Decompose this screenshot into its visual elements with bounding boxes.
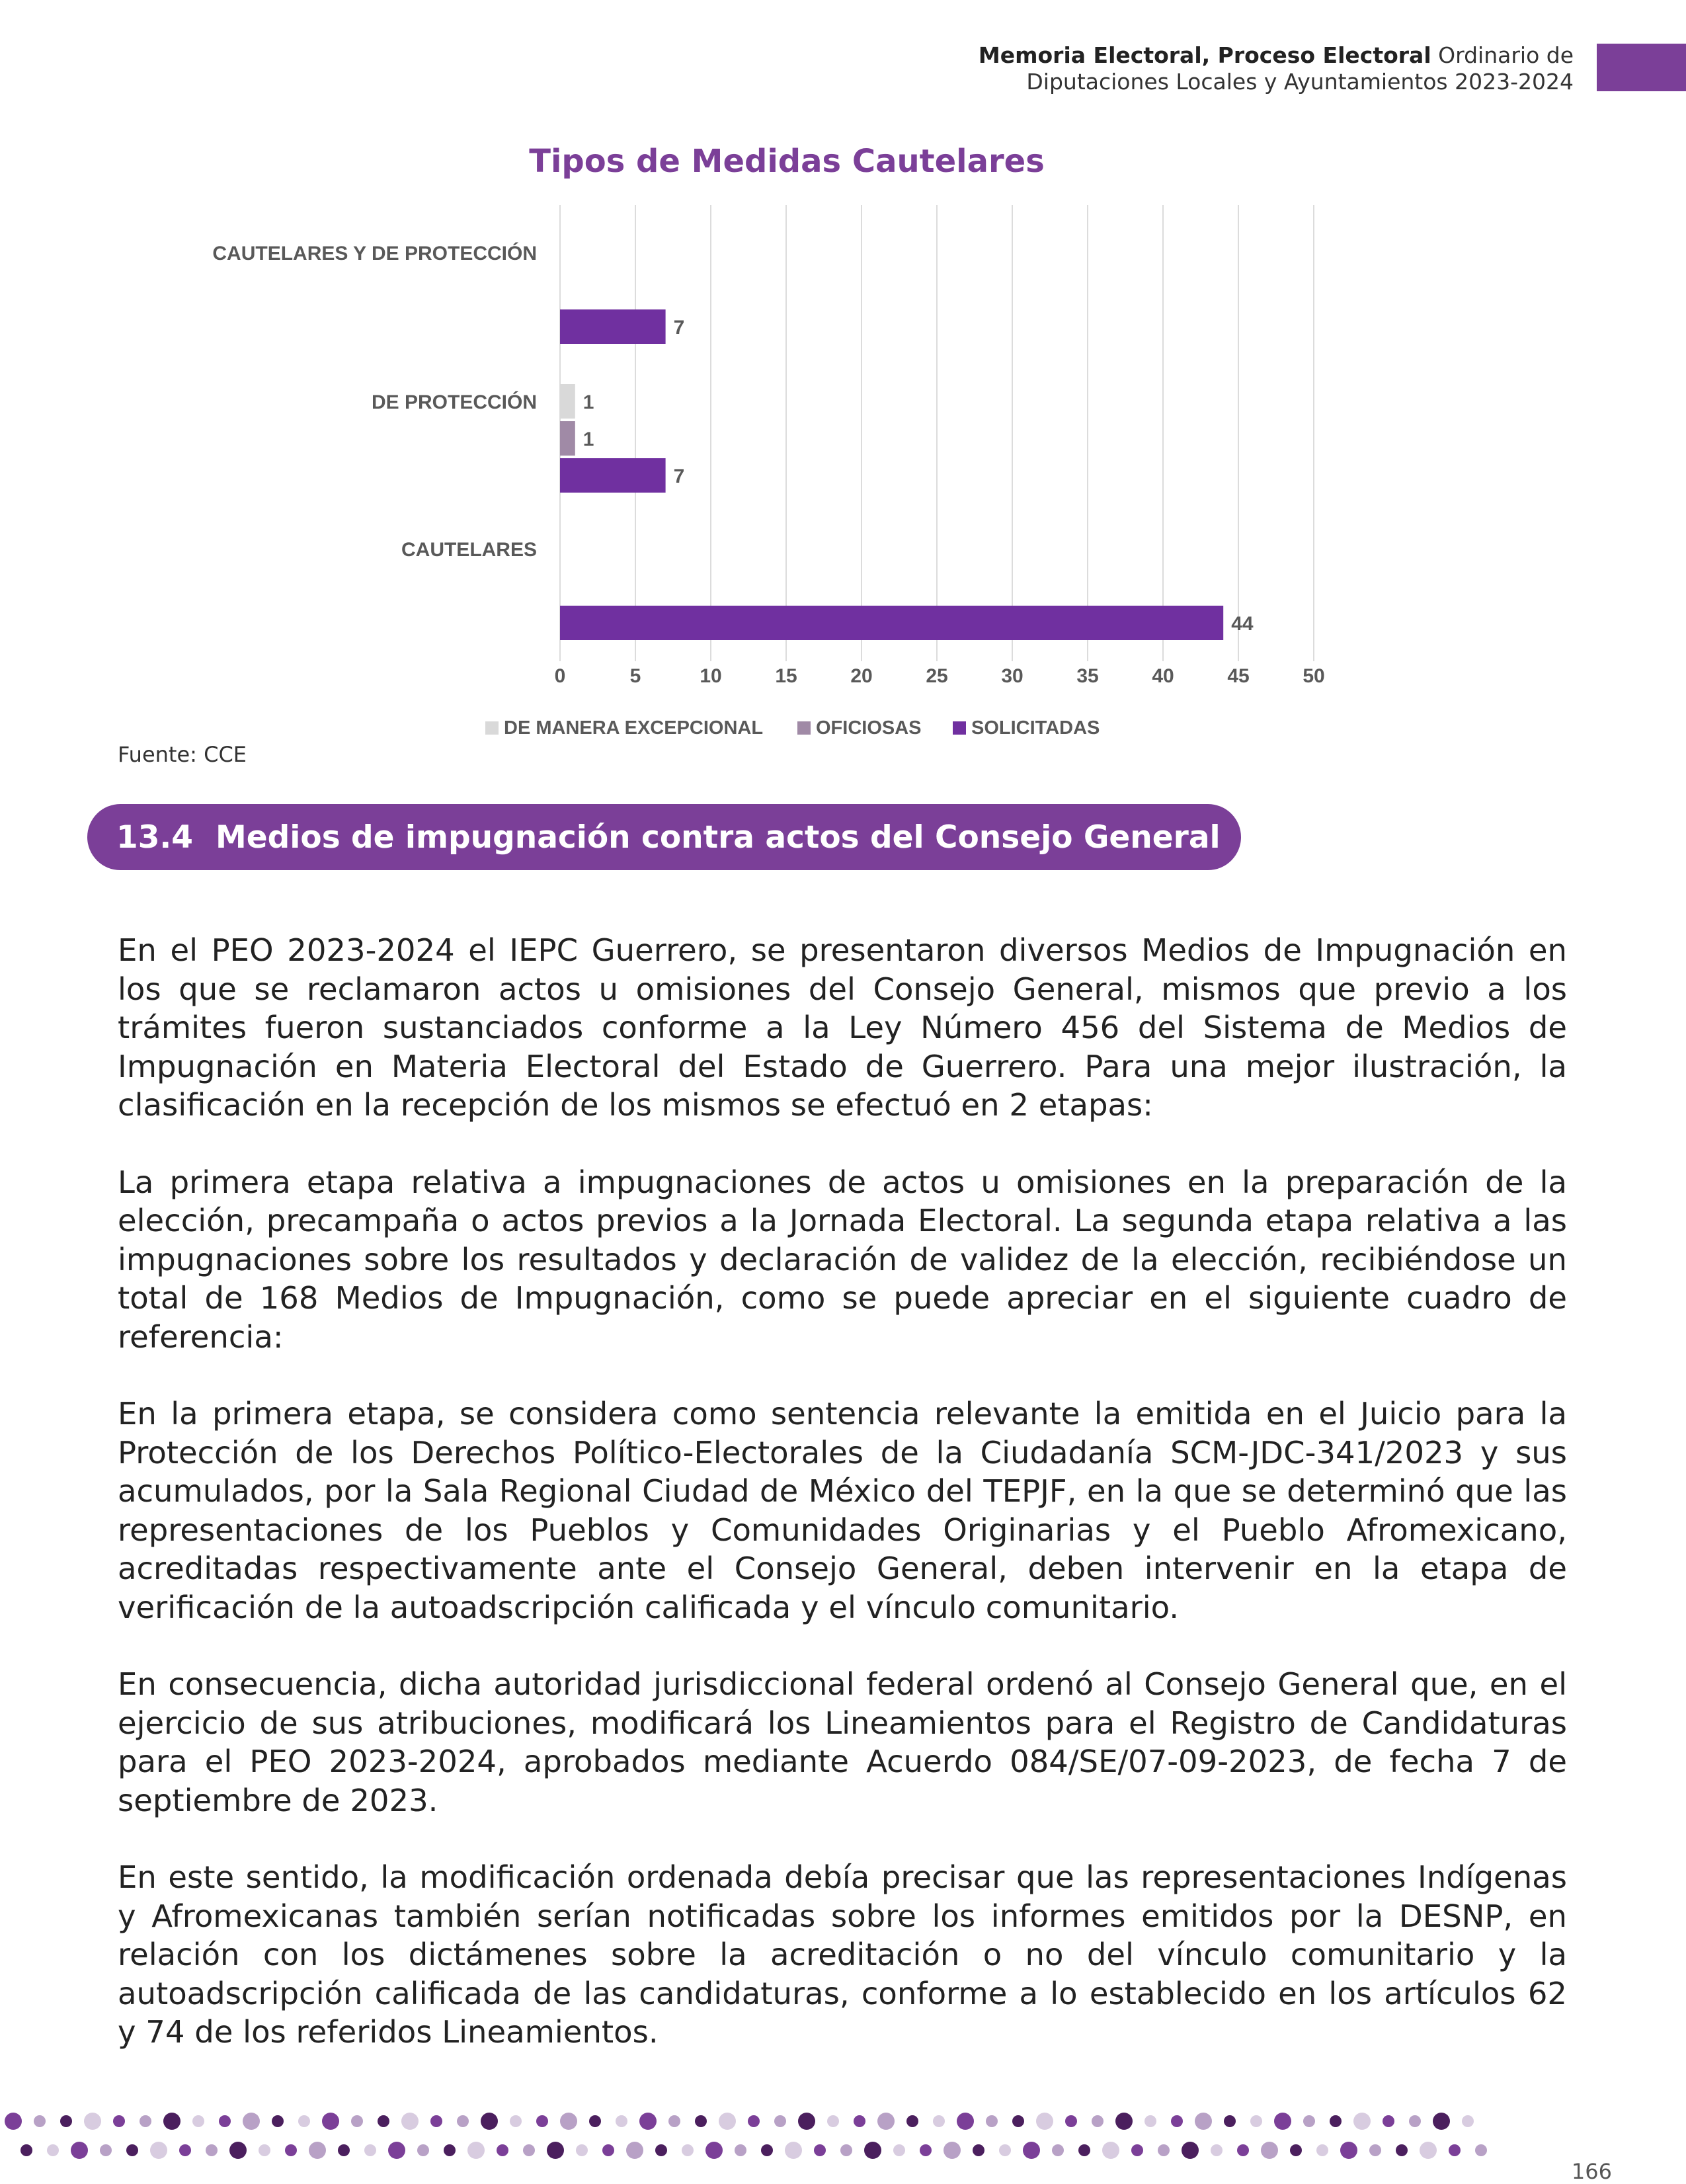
header-color-tab: [1597, 44, 1686, 91]
embroidery-flower-motif: [576, 2144, 588, 2156]
embroidery-flower-motif: [1115, 2113, 1133, 2130]
embroidery-flower-motif: [1475, 2144, 1487, 2156]
x-tick-label: 20: [850, 665, 873, 687]
x-tick-label: 50: [1303, 665, 1325, 687]
embroidery-flower-motif: [163, 2113, 181, 2130]
embroidery-flower-motif: [719, 2113, 736, 2130]
bar: [560, 309, 666, 344]
embroidery-flower-motif: [364, 2144, 376, 2156]
embroidery-flower-motif: [34, 2115, 46, 2127]
source-note: Fuente: CCE: [118, 742, 247, 767]
embroidery-flower-motif: [547, 2142, 564, 2159]
embroidery-flower-motif: [430, 2115, 442, 2127]
x-tick-label: 5: [629, 665, 641, 687]
embroidery-flower-motif: [417, 2144, 429, 2156]
embroidery-flower-motif: [351, 2115, 363, 2127]
embroidery-flower-motif: [1449, 2144, 1461, 2156]
embroidery-flower-motif: [1224, 2115, 1236, 2127]
embroidery-flower-motif: [444, 2144, 456, 2156]
embroidery-flower-motif: [1012, 2115, 1024, 2127]
embroidery-flower-motif: [986, 2115, 998, 2127]
embroidery-flower-motif: [1369, 2144, 1381, 2156]
embroidery-flower-motif: [243, 2113, 260, 2130]
embroidery-flower-motif: [1023, 2142, 1040, 2159]
embroidery-flower-motif: [893, 2144, 905, 2156]
embroidery-flower-motif: [378, 2115, 389, 2127]
embroidery-flower-motif: [973, 2144, 984, 2156]
embroidery-flower-motif: [272, 2115, 284, 2127]
embroidery-flower-motif: [616, 2115, 627, 2127]
data-label: 44: [1231, 613, 1254, 635]
embroidery-flower-motif: [1433, 2113, 1450, 2130]
embroidery-flower-motif: [1158, 2144, 1170, 2156]
embroidery-flower-motif: [497, 2144, 508, 2156]
embroidery-flower-motif: [1182, 2142, 1199, 2159]
embroidery-flower-motif: [1274, 2113, 1291, 2130]
page-number: 166: [1571, 2159, 1612, 2184]
paragraph: La primera etapa relativa a impugnaciones de actos u omisiones en la preparación de la elección, precampaña o actos previos a la Jornada Electoral. La segunda etapa relativa a las impugnaciones sobre los resultados y declaración de validez de la elección, recibiéndose un total de 168 Medios de Impugnación, como se puede apreciar en el siguiente cuadro de referencia:: [118, 1164, 1567, 1355]
embroidery-flower-motif: [140, 2115, 151, 2127]
embroidery-flower-motif: [71, 2142, 88, 2159]
embroidery-flower-motif: [1092, 2115, 1104, 2127]
embroidery-flower-motif: [401, 2113, 419, 2130]
embroidery-flower-motif: [1195, 2113, 1212, 2130]
embroidery-flower-motif: [877, 2113, 895, 2130]
legend-label: OFICIOSAS: [816, 717, 922, 739]
embroidery-flower-motif: [999, 2144, 1011, 2156]
embroidery-flower-motif: [1144, 2115, 1156, 2127]
embroidery-flower-motif: [682, 2144, 694, 2156]
category-label: CAUTELARES: [401, 539, 537, 561]
embroidery-flower-motif: [748, 2115, 760, 2127]
embroidery-flower-motif: [523, 2144, 535, 2156]
embroidery-flower-motif: [639, 2113, 657, 2130]
embroidery-flower-motif: [1250, 2115, 1262, 2127]
embroidery-flower-motif: [1065, 2115, 1077, 2127]
embroidery-flower-motif: [827, 2115, 839, 2127]
bar: [560, 606, 1223, 640]
embroidery-flower-motif: [1290, 2144, 1302, 2156]
embroidery-flower-motif: [840, 2144, 852, 2156]
embroidery-flower-motif: [192, 2115, 204, 2127]
embroidery-flower-motif: [1078, 2144, 1090, 2156]
legend-swatch: [797, 721, 811, 735]
embroidery-flower-motif: [854, 2115, 865, 2127]
embroidery-flower-motif: [309, 2142, 326, 2159]
embroidery-flower-motif: [457, 2115, 469, 2127]
section-heading-bar: [87, 804, 1241, 870]
embroidery-flower-motif: [814, 2144, 826, 2156]
legend-swatch: [485, 721, 499, 735]
embroidery-flower-motif: [536, 2115, 548, 2127]
embroidery-flower-motif: [113, 2115, 125, 2127]
embroidery-flower-motif: [1102, 2142, 1119, 2159]
embroidery-flower-motif: [1340, 2142, 1357, 2159]
paragraph: En este sentido, la modificación ordenada debía precisar que las representaciones Indígenas y Afromexicanas también serían notificadas sobre los informes emitidos por la DESNP, en relación con los dictámenes sobre la acreditación o no del vínculo comunitario y la autoadscripción calificada de las candidaturas, conforme a lo establecido en los artículos 62 y 74 de los referidos Lineamientos.: [118, 1859, 1567, 2050]
embroidery-flower-motif: [84, 2113, 101, 2130]
embroidery-flower-motif: [1052, 2144, 1064, 2156]
bar-chart: [198, 198, 1388, 754]
embroidery-flower-motif: [285, 2144, 297, 2156]
embroidery-flower-motif: [735, 2144, 746, 2156]
running-header: [648, 42, 1574, 95]
legend-label: DE MANERA EXCEPCIONAL: [504, 717, 764, 739]
embroidery-flower-motif: [1237, 2144, 1249, 2156]
category-label: CAUTELARES Y DE PROTECCIÓN: [212, 243, 537, 264]
section-title: Medios de impugnación contra actos del Consejo General: [216, 819, 1221, 856]
embroidery-flower-motif: [1211, 2144, 1223, 2156]
x-tick-label: 35: [1076, 665, 1099, 687]
embroidery-flower-motif: [219, 2115, 231, 2127]
bar: [560, 458, 666, 493]
embroidery-flower-motif: [150, 2142, 167, 2159]
embroidery-flower-motif: [126, 2144, 138, 2156]
embroidery-flower-motif: [774, 2115, 786, 2127]
bar: [560, 384, 575, 419]
embroidery-flower-motif: [589, 2115, 601, 2127]
embroidery-flower-motif: [179, 2144, 191, 2156]
x-tick-label: 25: [926, 665, 948, 687]
embroidery-flower-motif: [1353, 2113, 1371, 2130]
embroidery-flower-motif: [655, 2144, 667, 2156]
embroidery-flower-motif: [388, 2142, 405, 2159]
category-label: DE PROTECCIÓN: [371, 391, 537, 413]
embroidery-flower-motif: [338, 2144, 350, 2156]
data-label: 7: [673, 317, 685, 339]
embroidery-flower-motif: [1383, 2115, 1394, 2127]
embroidery-flower-motif: [785, 2142, 802, 2159]
x-tick-label: 45: [1227, 665, 1250, 687]
embroidery-flower-motif: [60, 2115, 72, 2127]
legend-label: SOLICITADAS: [971, 717, 1100, 739]
embroidery-flower-motif: [602, 2144, 614, 2156]
header-line-1: [648, 42, 1574, 69]
data-label: 1: [582, 391, 594, 413]
embroidery-flower-motif: [1409, 2115, 1421, 2127]
section-number: 13.4: [116, 819, 193, 856]
embroidery-flower-motif: [322, 2113, 339, 2130]
embroidery-flower-motif: [1462, 2115, 1474, 2127]
bar: [560, 421, 575, 456]
embroidery-flower-motif: [705, 2142, 723, 2159]
embroidery-flower-motif: [1171, 2115, 1183, 2127]
embroidery-flower-motif: [560, 2113, 577, 2130]
embroidery-flower-motif: [943, 2142, 961, 2159]
embroidery-flower-motif: [1261, 2142, 1278, 2159]
header-title-bold: Memoria Electoral, Proceso Electoral: [978, 42, 1431, 68]
x-tick-label: 30: [1001, 665, 1024, 687]
embroidery-flower-motif: [1316, 2144, 1328, 2156]
embroidery-flower-motif: [1303, 2115, 1315, 2127]
data-label: 7: [673, 465, 685, 487]
embroidery-flower-motif: [259, 2144, 270, 2156]
embroidery-flower-motif: [229, 2142, 247, 2159]
x-tick-label: 40: [1152, 665, 1174, 687]
embroidery-flower-motif: [1330, 2115, 1342, 2127]
embroidery-flower-motif: [906, 2115, 918, 2127]
embroidery-flower-motif: [1396, 2144, 1408, 2156]
embroidery-flower-motif: [920, 2144, 932, 2156]
chart-title: Tipos de Medidas Cautelares: [529, 143, 1045, 180]
decorative-embroidery-band: [0, 2103, 1501, 2169]
paragraph: En la primera etapa, se considera como sentencia relevante la emitida en el Juicio para la Protección de los Derechos Político-Electorales de la Ciudadanía SCM-JDC-341/2023 y sus acumulados, por la Sala Regional Ciudad de México del TEPJF, en la que se determinó que las representaciones de los Pueblos y Comunidades Originarias y el Pueblo Afromexicano, acreditadas respectivamente ante el Consejo General, deben intervenir en la etapa de verificación de la autoadscripción calificada y el vínculo comunitario.: [118, 1396, 1567, 1625]
data-label: 1: [582, 428, 594, 450]
legend-swatch: [953, 721, 966, 735]
embroidery-flower-motif: [1036, 2113, 1053, 2130]
embroidery-flower-motif: [100, 2144, 112, 2156]
embroidery-flower-motif: [864, 2142, 881, 2159]
embroidery-flower-motif: [481, 2113, 498, 2130]
x-tick-label: 0: [554, 665, 566, 687]
embroidery-flower-motif: [695, 2115, 707, 2127]
body-text: [118, 931, 1567, 2090]
paragraph: En el PEO 2023-2024 el IEPC Guerrero, se presentaron diversos Medios de Impugnación en los que se reclamaron actos u omisiones del Consejo General, mismos que previo a los trámites fueron sustanciados conforme a la Ley Número 456 del Sistema de Medios de Impugnación en Materia Electoral del Estado de Guerrero. Para una mejor ilustración, la clasificación en la recepción de los mismos se efectuó en 2 etapas:: [118, 932, 1567, 1123]
embroidery-flower-motif: [206, 2144, 218, 2156]
embroidery-flower-motif: [668, 2115, 680, 2127]
embroidery-flower-motif: [298, 2115, 310, 2127]
embroidery-flower-motif: [510, 2115, 522, 2127]
embroidery-flower-motif: [761, 2144, 773, 2156]
x-tick-label: 10: [700, 665, 722, 687]
embroidery-flower-motif: [1420, 2142, 1437, 2159]
embroidery-flower-motif: [5, 2113, 22, 2130]
header-title-rest: Ordinario de: [1431, 42, 1574, 68]
embroidery-flower-motif: [626, 2142, 643, 2159]
embroidery-flower-motif: [933, 2115, 945, 2127]
embroidery-flower-motif: [957, 2113, 974, 2130]
embroidery-flower-motif: [798, 2113, 815, 2130]
paragraph: En consecuencia, dicha autoridad jurisdiccional federal ordenó al Consejo General que, en el ejercicio de sus atribuciones, modificará los Lineamientos para el Registro de Candidaturas para el PEO 2023-2024, aprobados mediante Acuerdo 084/SE/07-09-2023, de fecha 7 de septiembre de 2023.: [118, 1666, 1567, 1818]
header-subtitle: Diputaciones Locales y Ayuntamientos 2023-2024: [1026, 69, 1574, 95]
embroidery-flower-motif: [467, 2142, 485, 2159]
embroidery-flower-motif: [47, 2144, 59, 2156]
x-tick-label: 15: [775, 665, 797, 687]
embroidery-flower-motif: [1131, 2144, 1143, 2156]
embroidery-flower-motif: [20, 2144, 32, 2156]
